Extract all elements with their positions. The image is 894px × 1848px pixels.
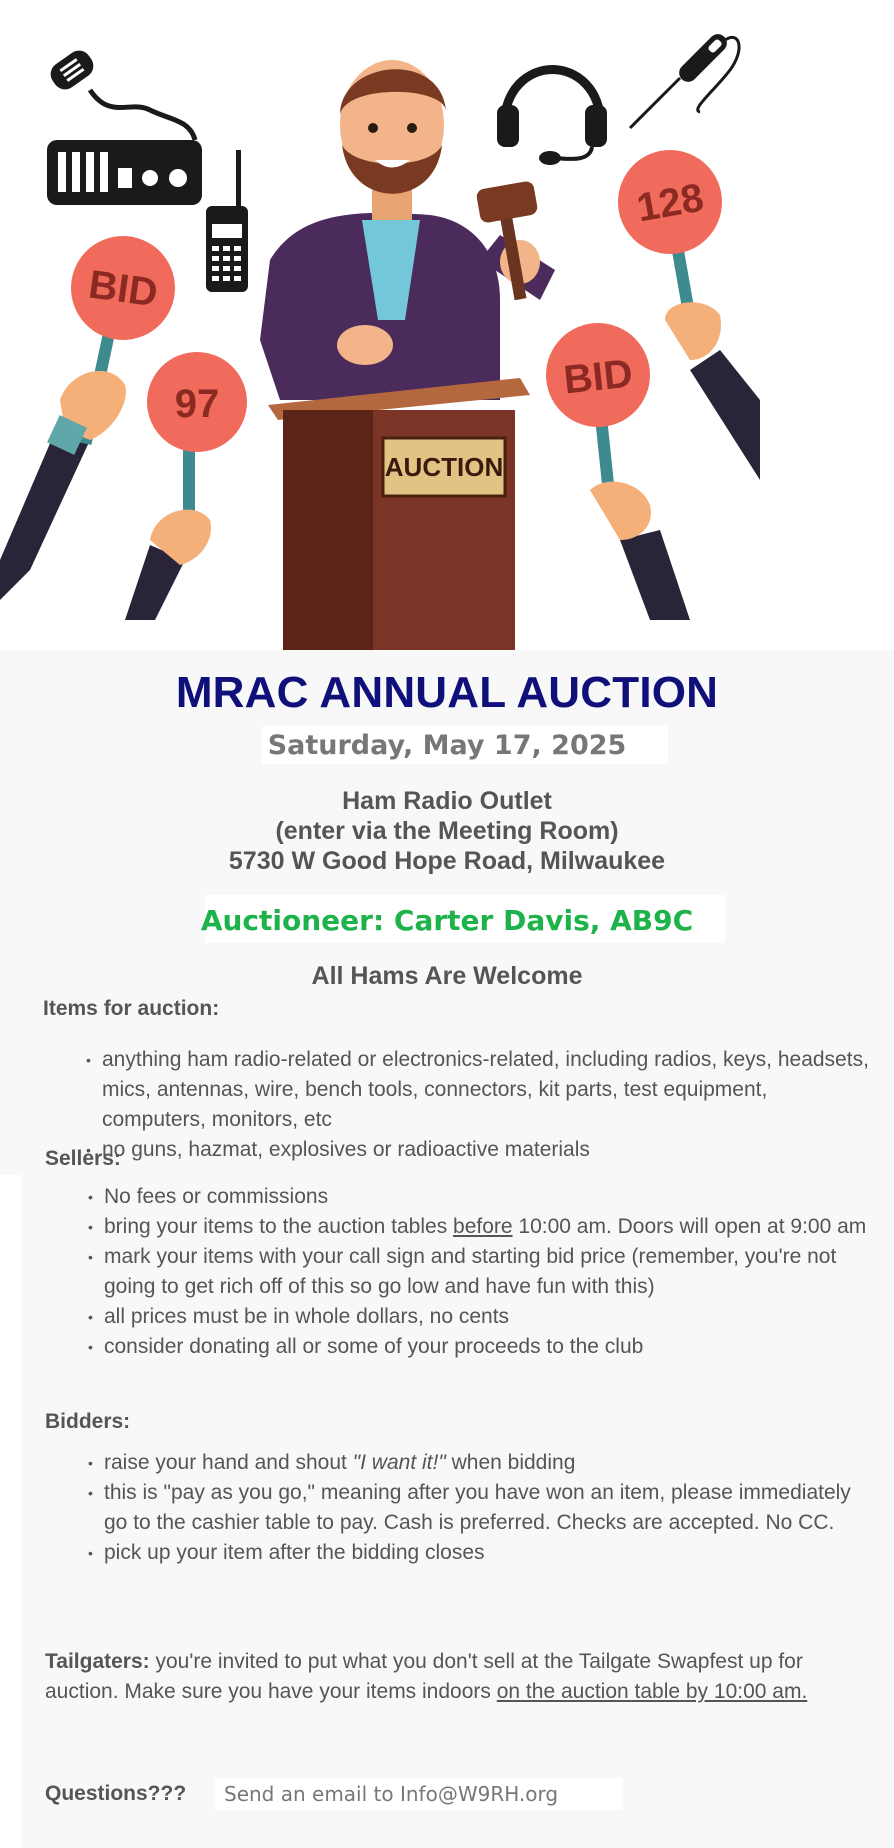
list-item-emphasis: before	[453, 1215, 513, 1238]
list-item: • mark your items with your call sign and starting bid price (remember, you're not going to get rich off of this so go low and have fun with this)	[104, 1242, 874, 1302]
list-item: • all prices must be in whole dollars, no cents	[104, 1302, 874, 1332]
welcome-line: All Hams Are Welcome	[311, 962, 583, 990]
auction-illustration	[0, 0, 894, 650]
list-item: • this is "pay as you go," meaning after you have won an item, please immediately go to the cashier table to pay. Cash is preferred. Checks are accepted. No CC.	[104, 1478, 874, 1538]
gavel-icon	[475, 180, 538, 224]
items-heading: Items for auction:	[43, 997, 220, 1020]
venue-address: 5730 W Good Hope Road, Milwaukee	[228, 847, 666, 875]
tailgaters-label: Tailgaters:	[45, 1650, 150, 1673]
podium-sign: AUCTION	[384, 452, 504, 482]
microphone-icon	[630, 30, 739, 128]
venue-name: Ham Radio Outlet	[342, 787, 552, 815]
list-item: • No fees or commissions	[104, 1182, 874, 1212]
event-date: Saturday, May 17, 2025	[267, 730, 627, 761]
list-item-text: 10:00 am. Doors will open at 9:00 am	[512, 1215, 867, 1238]
handheld-radio-icon	[206, 150, 248, 292]
paddle-label: BID	[85, 262, 161, 316]
page-title: MRAC ANNUAL AUCTION	[175, 668, 719, 717]
items-list-clip	[86, 1045, 876, 1161]
list-item: • anything ham radio-related or electronics-related, including radios, keys, headsets, mics, antennas, wire, bench tools, connectors, kit parts, test equipment, computers, monitors, etc	[102, 1045, 876, 1135]
sellers-heading: Sellers:	[45, 1147, 121, 1170]
venue-block	[0, 786, 894, 876]
mobile-radio-icon	[46, 46, 202, 205]
headset-icon	[497, 69, 607, 165]
contact-email: Send an email to Info@W9RH.org	[224, 1782, 559, 1806]
list-item	[104, 1448, 874, 1478]
bidders-list	[104, 1448, 874, 1568]
list-item-text: raise your hand and shout	[104, 1451, 353, 1474]
list-item	[104, 1212, 874, 1242]
list-item: • pick up your item after the bidding closes	[104, 1538, 874, 1568]
questions-label: Questions???	[45, 1782, 187, 1805]
venue-note: (enter via the Meeting Room)	[275, 817, 619, 845]
list-item-text: when bidding	[445, 1451, 576, 1474]
bidders-heading: Bidders:	[45, 1410, 131, 1433]
podium	[268, 378, 530, 650]
auctioneer-line: Auctioneer: Carter Davis, AB9C	[200, 904, 694, 937]
paddle-label: 128	[633, 175, 707, 231]
paddle-label: BID	[561, 351, 635, 403]
left-margin-strip	[0, 1175, 22, 1848]
paddle-label: 97	[174, 382, 220, 426]
list-item: • consider donating all or some of your proceeds to the club	[104, 1332, 874, 1362]
tailgaters-deadline: on the auction table by 10:00 am.	[496, 1680, 808, 1703]
sellers-list	[104, 1182, 874, 1362]
items-list	[102, 1045, 876, 1165]
tailgaters-text: you're invited to put what you don't sell at the Tailgate Swapfest up for auction. Make sure you have your items indoors	[45, 1650, 803, 1703]
list-item-emphasis: "I want it!"	[352, 1451, 446, 1474]
tailgaters-paragraph	[45, 1647, 870, 1707]
hero-illustration	[0, 0, 894, 650]
list-item-text: bring your items to the auction tables	[104, 1215, 454, 1238]
list-item: • no guns, hazmat, explosives or radioactive materials	[102, 1135, 876, 1165]
